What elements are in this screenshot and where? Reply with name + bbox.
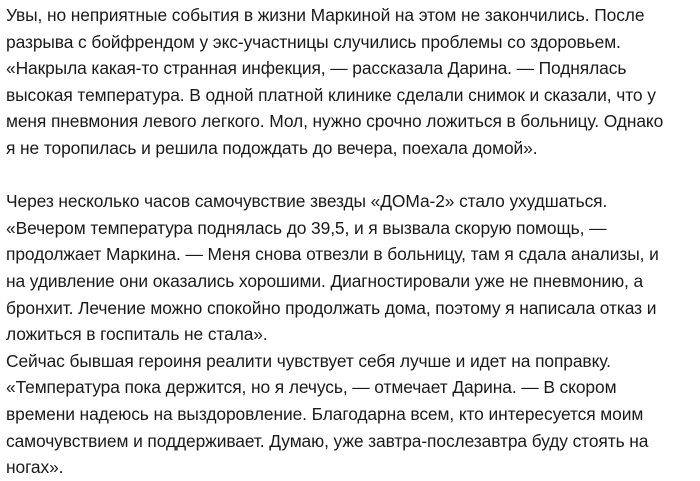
text-line: Через несколько часов самочувствие звезды «ДОМа-2» стало ухудшаться.	[6, 191, 608, 212]
text-line: Увы, но неприятные события в жизни Маркиной на этом не закончились. После	[6, 5, 645, 25]
article-text	[6, 2, 698, 481]
text-line: ногах».	[6, 457, 64, 478]
paragraph-spacer	[6, 162, 698, 189]
text-line: времени надеюсь на выздоровление. Благодарна всем, кто интересуется моим	[6, 403, 644, 424]
text-line: на удивление они оказались хорошими. Диагностировали уже не пневмонию, а	[6, 270, 644, 291]
paragraph-2	[6, 188, 698, 348]
paragraph-1	[6, 2, 698, 162]
text-line: высокая температура. В одной платной клинике сделали снимок и сказали, что у	[6, 84, 656, 105]
text-line: ложиться в госпиталь не стала».	[6, 324, 268, 345]
text-line: разрыва с бойфрендом у экс-участницы случились проблемы со здоровьем.	[6, 31, 621, 52]
text-line: Сейчас бывшая героиня реалити чувствует себя лучше и идет на поправку.	[6, 350, 611, 371]
paragraph-3	[6, 348, 698, 481]
text-line: «Вечером температура поднялась до 39,5, и я вызвала скорую помощь, —	[6, 217, 607, 238]
text-line: продолжает Маркина. — Меня снова отвезли в больницу, там я сдала анализы, и	[6, 244, 659, 265]
text-line: бронхит. Лечение можно спокойно продолжать дома, поэтому я написала отказ и	[6, 297, 657, 318]
text-line: самочувствием и поддерживает. Думаю, уже завтра-послезавтра буду стоять на	[6, 430, 649, 451]
text-line: я не торопилась и решила подождать до вечера, поехала домой».	[6, 137, 538, 158]
text-line: «Температура пока держится, но я лечусь, — отмечает Дарина. — В скором	[6, 377, 617, 398]
text-line: «Накрыла какая-то странная инфекция, — рассказала Дарина. — Поднялась	[6, 58, 627, 79]
text-line: меня пневмония левого легкого. Мол, нужно срочно ложиться в больницу. Однако	[6, 111, 664, 132]
